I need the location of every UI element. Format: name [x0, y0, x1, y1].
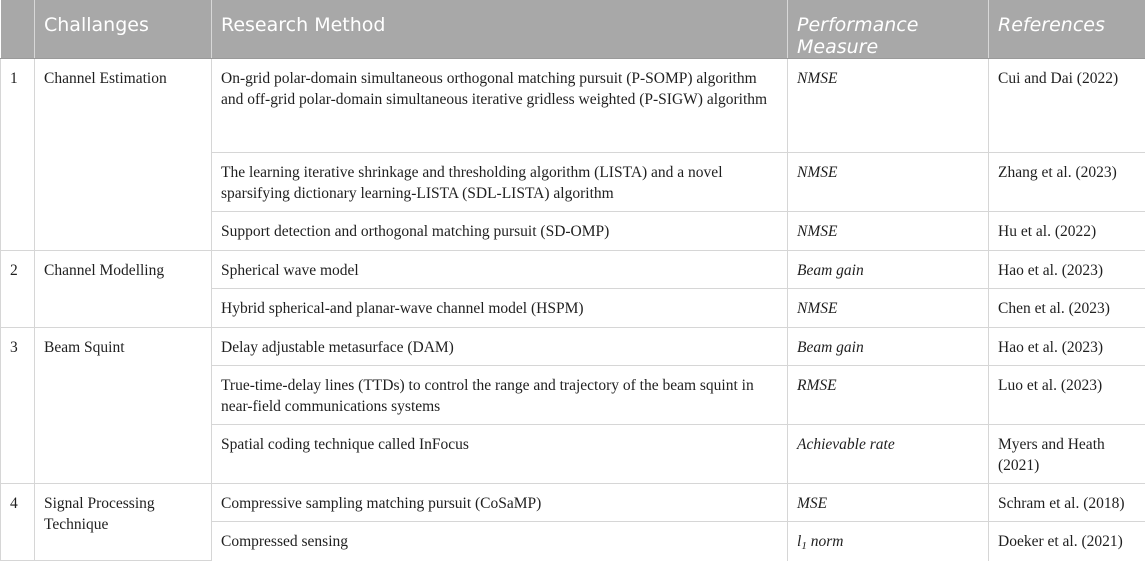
header-challenges: Challanges	[35, 0, 212, 59]
performance-cell	[788, 522, 989, 561]
table-row	[1, 251, 1145, 289]
method-cell: Hybrid spherical-and planar-wave channel model (HSPM)	[212, 289, 788, 328]
method-cell: Support detection and orthogonal matching pursuit (SD-OMP)	[212, 212, 788, 251]
perf-base: l	[797, 533, 801, 550]
performance-cell: Beam gain	[788, 251, 989, 289]
performance-cell: Achievable rate	[788, 425, 989, 484]
perf-tail: norm	[807, 533, 844, 550]
table-row	[1, 484, 1145, 522]
reference-cell: Chen et al. (2023)	[989, 289, 1145, 328]
challenge-cell: Signal Processing Technique	[35, 484, 212, 561]
method-cell: The learning iterative shrinkage and thresholding algorithm (LISTA) and a novel sparsifying dictionary learning-LISTA (SDL-LISTA) algorithm	[212, 153, 788, 212]
row-number: 4	[1, 484, 35, 561]
header-num	[1, 0, 35, 59]
table-row	[1, 59, 1145, 153]
challenge-cell: Beam Squint	[35, 328, 212, 484]
reference-cell: Hu et al. (2022)	[989, 212, 1145, 251]
header-method: Research Method	[212, 0, 788, 59]
method-cell: Compressed sensing	[212, 522, 788, 561]
header-references: References	[989, 0, 1145, 59]
table-row	[1, 328, 1145, 366]
row-number: 3	[1, 328, 35, 484]
method-cell: Delay adjustable metasurface (DAM)	[212, 328, 788, 366]
reference-cell: Cui and Dai (2022)	[989, 59, 1145, 153]
method-cell: On-grid polar-domain simultaneous orthogonal matching pursuit (P-SOMP) algorithm and off-grid polar-domain simultaneous iterative gridless weighted (P-SIGW) algorithm	[212, 59, 788, 153]
performance-cell: MSE	[788, 484, 989, 522]
challenge-cell: Channel Estimation	[35, 59, 212, 251]
performance-cell: NMSE	[788, 212, 989, 251]
reference-cell: Myers and Heath (2021)	[989, 425, 1145, 484]
performance-cell: NMSE	[788, 59, 989, 153]
reference-cell: Luo et al. (2023)	[989, 366, 1145, 425]
method-cell: Spherical wave model	[212, 251, 788, 289]
row-number: 2	[1, 251, 35, 328]
reference-cell: Zhang et al. (2023)	[989, 153, 1145, 212]
header-performance: Performance Measure	[788, 0, 989, 59]
method-cell: True-time-delay lines (TTDs) to control the range and trajectory of the beam squint in near-field communications systems	[212, 366, 788, 425]
performance-cell: NMSE	[788, 153, 989, 212]
reference-cell: Doeker et al. (2021)	[989, 522, 1145, 561]
challenge-cell: Channel Modelling	[35, 251, 212, 328]
method-cell: Compressive sampling matching pursuit (CoSaMP)	[212, 484, 788, 522]
performance-cell: NMSE	[788, 289, 989, 328]
method-cell: Spatial coding technique called InFocus	[212, 425, 788, 484]
reference-cell: Schram et al. (2018)	[989, 484, 1145, 522]
perf-subscript: 1	[801, 540, 807, 552]
header-row	[1, 0, 1145, 59]
performance-cell: Beam gain	[788, 328, 989, 366]
reference-cell: Hao et al. (2023)	[989, 251, 1145, 289]
row-number: 1	[1, 59, 35, 251]
performance-cell: RMSE	[788, 366, 989, 425]
reference-cell: Hao et al. (2023)	[989, 328, 1145, 366]
